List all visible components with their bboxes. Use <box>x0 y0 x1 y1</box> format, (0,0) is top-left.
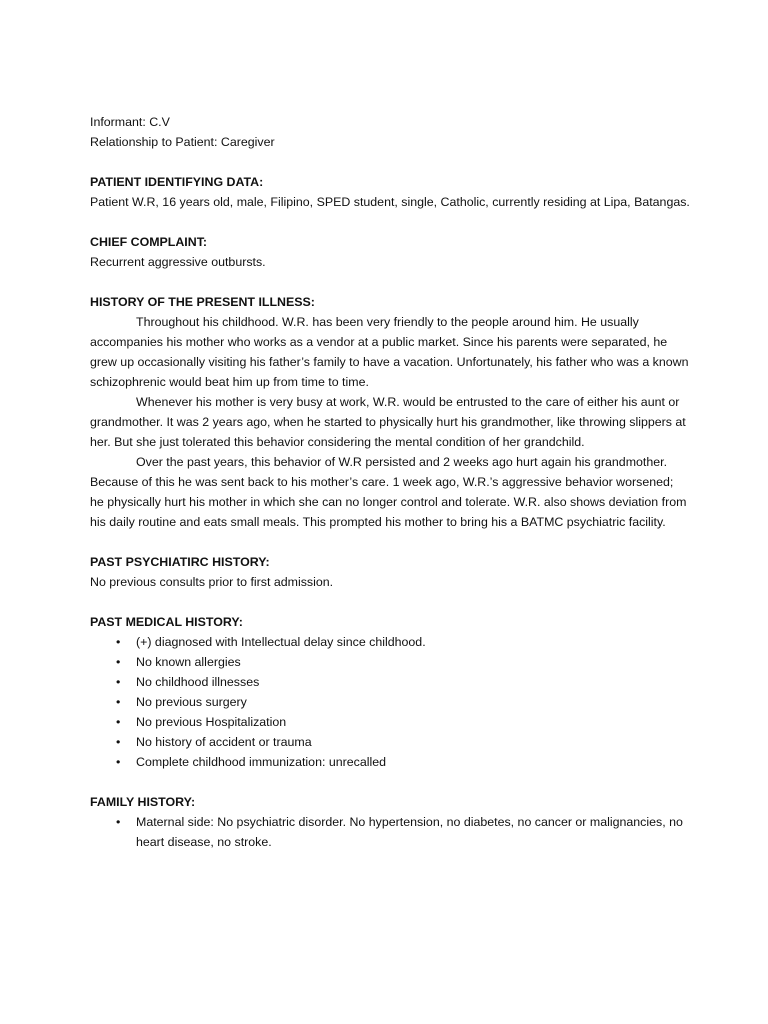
spacer <box>90 772 690 792</box>
bullet-icon: • <box>116 655 121 669</box>
present-illness-paragraph: Whenever his mother is very busy at work, W.R. would be entrusted to the care of either his aunt or grandmother. It was 2 years ago, when he started to physically hurt his grandmother, like throwing slippers at her. But she just tolerated this behavior considering the mental condition of her grandchild. <box>90 395 686 449</box>
family-history-list <box>90 812 690 852</box>
identifying-data-heading: PATIENT IDENTIFYING DATA: <box>90 175 264 189</box>
present-illness-heading: HISTORY OF THE PRESENT ILLNESS: <box>90 295 315 309</box>
list-item <box>116 672 690 692</box>
list-item-text: Complete childhood immunization: unrecalled <box>136 755 387 769</box>
list-item <box>116 712 690 732</box>
spacer <box>90 532 690 552</box>
list-item-text: No known allergies <box>136 655 241 669</box>
spacer <box>90 592 690 612</box>
list-item-text: No previous surgery <box>136 695 247 709</box>
list-item <box>116 812 690 852</box>
chief-complaint-text: Recurrent aggressive outbursts. <box>90 255 266 269</box>
past-medical-section <box>90 612 690 772</box>
identifying-data-text: Patient W.R, 16 years old, male, Filipino, SPED student, single, Catholic, currently residing at Lipa, Batangas. <box>90 195 690 209</box>
list-item <box>116 732 690 752</box>
past-medical-list <box>90 632 690 772</box>
past-psychiatric-section <box>90 552 690 592</box>
spacer <box>90 212 690 232</box>
spacer <box>90 152 690 172</box>
list-item-text: (+) diagnosed with Intellectual delay since childhood. <box>136 635 426 649</box>
list-item-text: No history of accident or trauma <box>136 735 312 749</box>
informant-line: Informant: C.V <box>90 115 170 129</box>
spacer <box>90 272 690 292</box>
list-item <box>116 692 690 712</box>
document-page <box>90 112 690 852</box>
identifying-data-section <box>90 172 690 212</box>
chief-complaint-section <box>90 232 690 272</box>
list-item <box>116 652 690 672</box>
present-illness-paragraph: Over the past years, this behavior of W.R persisted and 2 weeks ago hurt again his grandmother. Because of this he was sent back to his mother’s care. 1 week ago, W.R.’s aggressive behavior worsened; he physically hurt his mother in which she can no longer control and tolerate. W.R. also shows deviation from his daily routine and eats small meals. This prompted his mother to bring his a BATMC psychiatric facility. <box>90 455 687 529</box>
list-item-text: No previous Hospitalization <box>136 715 287 729</box>
bullet-icon: • <box>116 815 121 829</box>
list-item <box>116 752 690 772</box>
family-history-section <box>90 792 690 852</box>
present-illness-section <box>90 292 690 532</box>
bullet-icon: • <box>116 675 121 689</box>
family-history-heading: FAMILY HISTORY: <box>90 795 196 809</box>
past-medical-heading: PAST MEDICAL HISTORY: <box>90 615 243 629</box>
list-item-text: No childhood illnesses <box>136 675 260 689</box>
relationship-line: Relationship to Patient: Caregiver <box>90 135 275 149</box>
list-item <box>116 632 690 652</box>
past-psychiatric-text: No previous consults prior to first admission. <box>90 575 334 589</box>
bullet-icon: • <box>116 735 121 749</box>
bullet-icon: • <box>116 755 121 769</box>
chief-complaint-heading: CHIEF COMPLAINT: <box>90 235 208 249</box>
present-illness-paragraph: Throughout his childhood. W.R. has been very friendly to the people around him. He usually accompanies his mother who works as a vendor at a public market. Since his parents were separated, he grew up occasionally visiting his father’s family to have a vacation. Unfortunately, his father who was a known schizophrenic would beat him up from time to time. <box>90 315 689 389</box>
past-psychiatric-heading: PAST PSYCHIATIRC HISTORY: <box>90 555 270 569</box>
list-item-text: Maternal side: No psychiatric disorder. No hypertension, no diabetes, no cancer or malignancies, no heart disease, no stroke. <box>136 815 683 849</box>
bullet-icon: • <box>116 715 121 729</box>
bullet-icon: • <box>116 695 121 709</box>
bullet-icon: • <box>116 635 121 649</box>
